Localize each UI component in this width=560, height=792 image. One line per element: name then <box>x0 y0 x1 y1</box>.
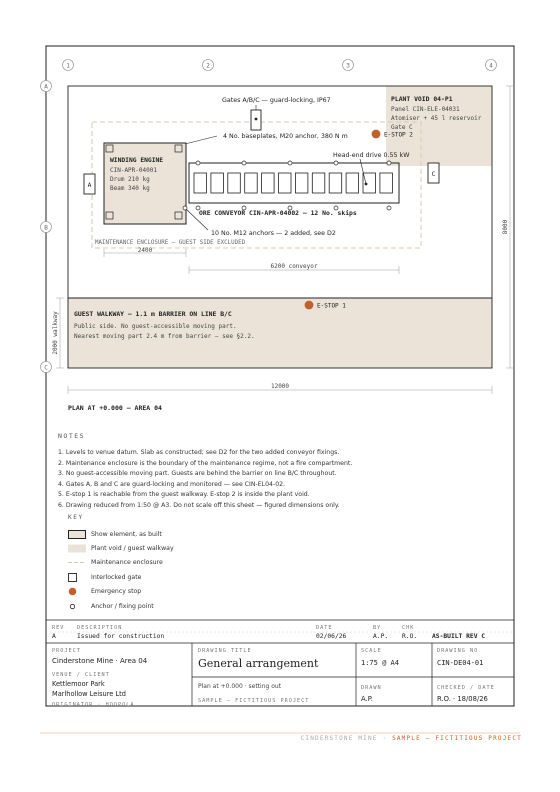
grid-label-c: C <box>44 364 48 372</box>
gate-c-label: C <box>431 171 436 178</box>
conveyor-skip <box>329 173 342 193</box>
note-item: 5. E-stop 1 is reachable from the guest walkway. E-stop 2 is inside the plant void. <box>58 491 310 499</box>
tb-drawing-title: General arrangement <box>198 657 319 670</box>
conveyor-skip <box>262 173 275 193</box>
tb-drawing-title-label: DRAWING TITLE <box>198 648 252 654</box>
legend-heading: KEY <box>68 514 84 521</box>
winding-engine-line-1: CIN-APR-04001 <box>110 167 157 174</box>
dim-conveyor-label: 6200 conveyor <box>270 263 318 270</box>
dim-overall-height-label: 8000 <box>502 219 509 235</box>
tb-chk-head: CHK <box>402 625 415 631</box>
grid-label-4: 4 <box>489 62 493 70</box>
tb-status: AS-BUILT REV C <box>432 633 486 640</box>
legend-label: Show element, as built <box>91 530 162 538</box>
legend-item <box>68 585 268 599</box>
notes-list <box>58 448 518 512</box>
legend <box>68 514 268 613</box>
notes-section <box>58 432 518 512</box>
enclosure-label: MAINTENANCE ENCLOSURE — GUEST SIDE EXCLUDED <box>95 240 246 246</box>
conveyor-skips <box>194 173 392 193</box>
plant-void-line-1: Panel CIN-ELE-04031 <box>391 106 460 113</box>
conveyor-skip <box>312 173 325 193</box>
estop-2-label: E-STOP 2 <box>384 131 413 139</box>
note-item: 6. Drawing reduced from 1:50 @ A3. Do not scale off this sheet — figured dimensions only. <box>58 501 340 509</box>
anchor-point <box>387 206 391 210</box>
gate-b-marker <box>255 118 258 121</box>
footer-project: CINDERSTONE MINE · <box>300 735 388 742</box>
anchor-icon <box>68 602 86 611</box>
dim-overall-width-label: 12000 <box>270 383 290 390</box>
grid-label-2: 2 <box>206 62 210 70</box>
estop-1-label: E-STOP 1 <box>317 302 346 310</box>
anchor-point <box>288 161 292 165</box>
legend-label: Anchor / fixing point <box>91 602 154 610</box>
baseplates-callout: 4 No. baseplates, M20 anchor, 380 N m <box>223 133 348 140</box>
legend-label: Emergency stop <box>91 588 142 596</box>
tb-project: Cinderstone Mine · Area 04 <box>52 657 148 665</box>
tb-originator: ORIGINATOR · HOOPOLA <box>52 702 135 708</box>
plan-caption: PLAN AT +0.000 — AREA 04 <box>68 404 162 412</box>
conveyor-skip <box>245 173 258 193</box>
tb-subtitle: Plan at +0.000 · setting out <box>198 683 282 690</box>
tb-venue: Kettlemoor Park <box>52 680 105 688</box>
note-item: 2. Maintenance enclosure is the boundary of the maintenance regime, not a fire compartment. <box>58 459 353 467</box>
winding-engine-line-2: Drum 210 kg <box>110 176 150 183</box>
conveyor-skip <box>363 173 376 193</box>
conveyor-skip <box>194 173 207 193</box>
winding-engine-line-3: Beam 340 kg <box>110 185 150 192</box>
tb-date-head: DATE <box>316 625 333 631</box>
tb-by-value: A.P. <box>373 633 389 640</box>
grid-label-b: B <box>44 224 48 232</box>
plant-void-line-2: Atomiser + 45 l reservoir <box>391 115 482 122</box>
tb-drawing-no-label: DRAWING NO <box>437 648 479 654</box>
estop-icon <box>68 587 86 596</box>
tb-by-head: BY <box>373 625 382 631</box>
tb-scale: 1:75 @ A4 <box>361 659 399 667</box>
anchor-point <box>334 161 338 165</box>
legend-label: Maintenance enclosure <box>91 559 163 567</box>
walkway-line-1: Public side. No guest-accessible moving part. <box>74 323 237 330</box>
grid-label-1: 1 <box>66 62 70 70</box>
plant-void-line-3: Gate C <box>391 124 413 131</box>
conveyor-skip <box>279 173 292 193</box>
tb-venue-label: VENUE / CLIENT <box>52 672 110 678</box>
head-drive-callout: Head-end drive 0.55 kW <box>333 152 410 159</box>
gate-a-label: A <box>87 182 92 189</box>
tb-date-value: 02/06/26 <box>316 633 347 640</box>
anchor-point <box>242 161 246 165</box>
tb-rev-head: REV <box>52 625 65 631</box>
tb-desc-head: DESCRIPTION <box>77 625 123 631</box>
tb-checked-label: CHECKED / DATE <box>437 685 495 691</box>
anchors-callout: 10 No. M12 anchors — 2 added, see D2 <box>211 230 336 237</box>
tb-checked: R.O. · 18/08/26 <box>437 695 488 703</box>
walkway-title: GUEST WALKWAY — 1.1 m BARRIER ON LINE B/C <box>74 310 232 318</box>
dim-engine-label: 2400 <box>137 247 153 254</box>
conveyor-skip <box>211 173 224 193</box>
estop-2-symbol <box>372 130 381 139</box>
anchor-point <box>196 161 200 165</box>
legend-item <box>68 570 268 584</box>
tb-desc-value: Issued for construction <box>77 633 165 640</box>
note-item: 1. Levels to venue datum. Slab as constructed; see D2 for the two added conveyor fixings. <box>58 449 340 456</box>
footer <box>301 735 522 742</box>
tb-rev-value: A <box>52 633 56 640</box>
grid-label-3: 3 <box>346 62 350 70</box>
tb-drawing-no: CIN-DE04-01 <box>437 659 484 667</box>
walkway-line-2: Nearest moving part 2.4 m from barrier — see §2.2. <box>74 333 255 340</box>
conveyor-label: ORE CONVEYOR CIN-APR-04002 — 12 No. skips <box>199 209 357 217</box>
conveyor-skip <box>295 173 308 193</box>
conveyor-skip <box>346 173 359 193</box>
legend-item <box>68 541 268 555</box>
show-element-swatch <box>68 530 86 539</box>
note-item: 3. No guest-accessible moving part. Guests are behind the barrier on line B/C throughout. <box>58 470 337 478</box>
gate-swatch <box>68 573 86 582</box>
tb-chk-value: R.O. <box>402 633 418 640</box>
tb-project-label: PROJECT <box>52 648 81 654</box>
winding-engine <box>104 143 186 224</box>
legend-label: Interlocked gate <box>91 573 142 581</box>
note-item: 4. Gates A, B and C are guard-locking and monitored — see CIN-EL04-02. <box>58 480 286 488</box>
tb-sample: SAMPLE — FICTITIOUS PROJECT <box>198 698 310 704</box>
conveyor-skip <box>228 173 241 193</box>
notes-heading: NOTES <box>58 432 86 440</box>
plant-void-swatch <box>68 544 86 553</box>
dim-walkway-label: 2000 walkway <box>52 311 59 355</box>
estop-1-symbol <box>305 301 314 310</box>
tb-drawn-label: DRAWN <box>361 685 382 691</box>
gates-callout: Gates A/B/C — guard-locking, IP67 <box>222 97 331 104</box>
anchor-callout-point <box>183 206 187 210</box>
tb-client: Marlhollow Leisure Ltd <box>52 690 126 698</box>
footer-sample: SAMPLE — FICTITIOUS PROJECT <box>392 735 522 742</box>
legend-item <box>68 599 268 613</box>
tb-drawn: A.P. <box>361 695 373 703</box>
legend-label: Plant void / guest walkway <box>91 545 174 553</box>
plant-void-title: PLANT VOID 04-P1 <box>391 95 453 103</box>
conveyor-skip <box>380 173 393 193</box>
grid-label-a: A <box>44 83 48 91</box>
legend-item <box>68 556 268 570</box>
tb-scale-label: SCALE <box>361 648 382 654</box>
anchor-point <box>387 161 391 165</box>
legend-item <box>68 527 268 541</box>
winding-engine-title: WINDING ENGINE <box>110 157 164 164</box>
head-drive-marker <box>365 183 368 186</box>
enclosure-swatch <box>68 558 86 567</box>
